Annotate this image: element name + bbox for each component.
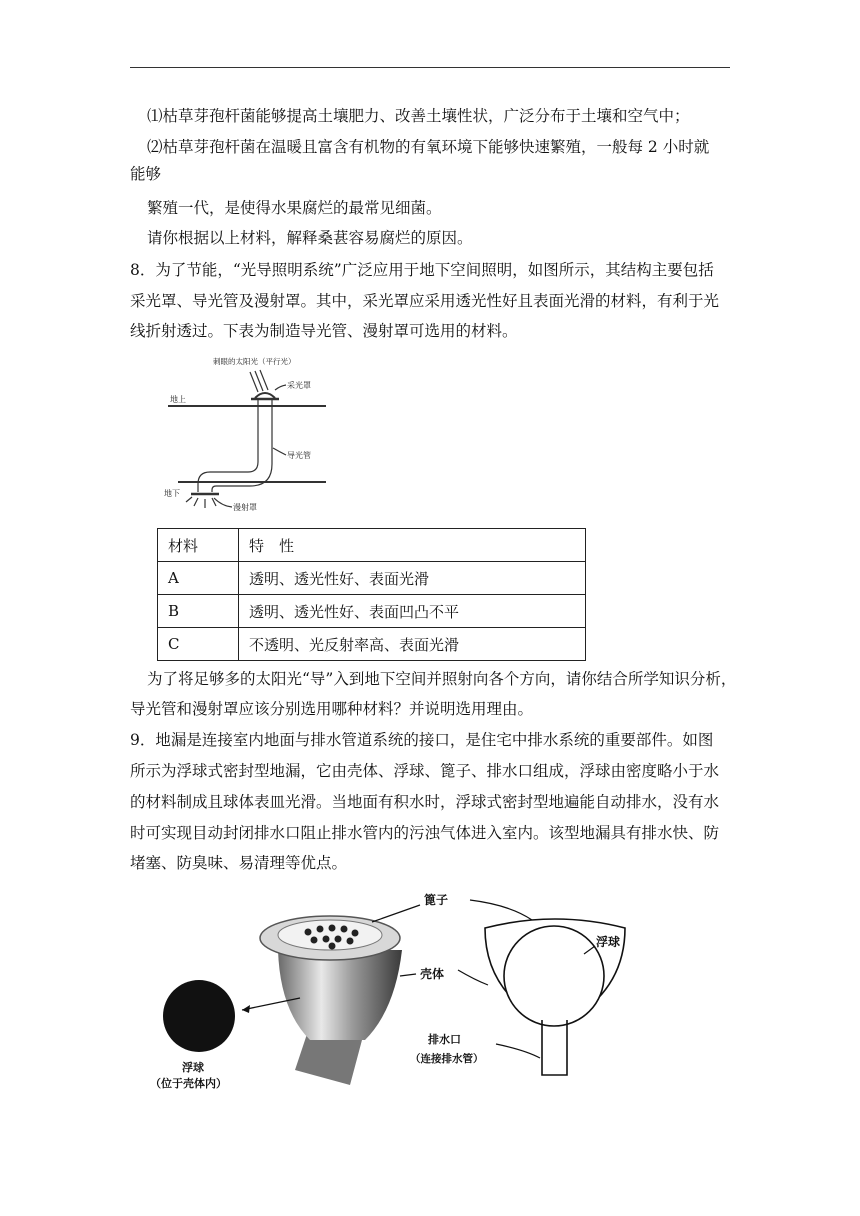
question-8-line-1: 8．为了节能，“光导照明系统”广泛应用于地下空间照明，如图所示，其结构主要包括 xyxy=(130,261,714,279)
label-shell: 壳体 xyxy=(420,967,445,981)
question-9-line-1: 9．地漏是连接室内地面与排水管道系统的接口，是住宅中排水系统的重要部件。如图 xyxy=(130,731,714,749)
text-line-2: ⑵枯草芽孢杆菌在温暖且富含有机物的有氧环境下能够快速繁殖，一般每 2 小时就 xyxy=(147,138,710,156)
table-header-row xyxy=(158,529,586,562)
label-ground-below: 地下 xyxy=(164,489,180,498)
label-diffuser: 漫射罩 xyxy=(233,503,257,512)
table-row xyxy=(158,628,586,661)
header-rule xyxy=(130,67,730,68)
floor-drain-diagram xyxy=(140,880,680,1090)
question-8-line-2: 采光罩、导光管及漫射罩。其中，采光罩应采用透光性好且表面光滑的材料，有利于光 xyxy=(130,292,720,310)
label-sun: 刺眼的太阳光（平行光） xyxy=(213,357,296,366)
table-cell: A xyxy=(158,562,239,595)
question-8-line-5: 导光管和漫射罩应该分别选用哪种材料？并说明选用理由。 xyxy=(130,700,534,718)
text-line-3: 能够 xyxy=(130,165,162,183)
label-float: 浮球 xyxy=(596,935,621,949)
float-ball-icon xyxy=(163,980,235,1052)
table-cell: 不透明、光反射率高、表面光滑 xyxy=(239,628,586,661)
label-ground-above: 地上 xyxy=(170,395,186,404)
question-9-line-5: 堵塞、防臭味、易清理等优点。 xyxy=(130,854,348,872)
label-ball: 浮球 xyxy=(182,1061,204,1074)
question-9-line-2: 所示为浮球式密封型地漏，它由壳体、浮球、篦子、排水口组成，浮球由密度略小于水 xyxy=(130,762,720,780)
table-header-cell: 材料 xyxy=(158,529,239,562)
question-8-line-4: 为了将足够多的太阳光“导”入到地下空间并照射向各个方向，请你结合所学知识分析， xyxy=(147,670,737,688)
label-grate: 篦子 xyxy=(424,893,449,907)
text-line-5: 请你根据以上材料，解释桑葚容易腐烂的原因。 xyxy=(147,229,473,247)
text-line-4: 繁殖一代，是使得水果腐烂的最常见细菌。 xyxy=(147,199,442,217)
label-drain-note: （连接排水管） xyxy=(410,1053,484,1065)
label-collector: 采光罩 xyxy=(287,381,311,390)
label-ball-note: （位于壳体内） xyxy=(150,1077,227,1090)
table-cell: 透明、透光性好、表面光滑 xyxy=(239,562,586,595)
materials-table xyxy=(157,528,586,661)
question-9-line-4: 时可实现目动封闭排水口阻止排水管内的污浊气体进入室内。该型地漏具有排水快、防 xyxy=(130,824,720,842)
table-row xyxy=(158,562,586,595)
table-cell: B xyxy=(158,595,239,628)
text-line-1: ⑴枯草芽孢杆菌能够提高土壤肥力、改善土壤性状，广泛分布于土壤和空气中； xyxy=(147,107,690,125)
table-row xyxy=(158,595,586,628)
label-pipe: 导光管 xyxy=(287,451,311,460)
question-9-line-3: 的材料制成且球体表皿光滑。当地面有积水时，浮球式密封型地遍能自动排水，没有水 xyxy=(130,793,720,811)
table-cell: 透明、透光性好、表面凹凸不平 xyxy=(239,595,586,628)
table-header-cell: 特 性 xyxy=(239,529,586,562)
label-drain: 排水口 xyxy=(428,1033,461,1046)
question-8-line-3: 线折射透过。下表为制造导光管、漫射罩可选用的材料。 xyxy=(130,322,518,340)
table-cell: C xyxy=(158,628,239,661)
light-guide-diagram xyxy=(158,352,338,517)
